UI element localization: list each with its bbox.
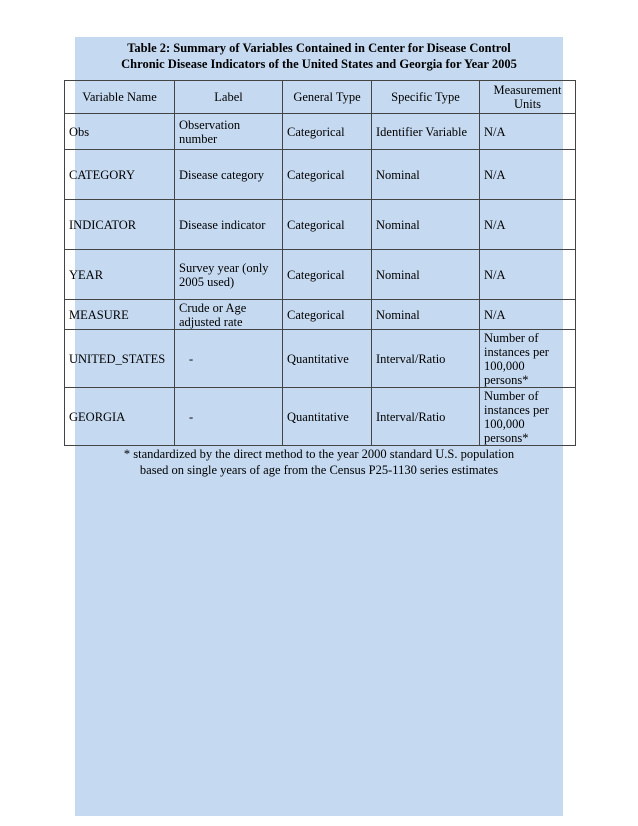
cell-measurement-units: N/A (480, 300, 576, 330)
cell-general-type: Quantitative (283, 330, 372, 388)
table-row (65, 200, 576, 250)
table-row (65, 300, 576, 330)
table-row (65, 114, 576, 150)
header-specific-type: Specific Type (372, 81, 480, 114)
cell-label: Disease category (175, 150, 283, 200)
table-row (65, 150, 576, 200)
cell-specific-type: Interval/Ratio (372, 388, 480, 446)
cell-general-type: Categorical (283, 200, 372, 250)
table-title (75, 40, 563, 72)
cell-label: - (175, 388, 283, 446)
table-header-row (65, 81, 576, 114)
table-row (65, 250, 576, 300)
header-variable-name: Variable Name (65, 81, 175, 114)
cell-label: Disease indicator (175, 200, 283, 250)
cell-variable-name: Obs (65, 114, 175, 150)
cell-variable-name: INDICATOR (65, 200, 175, 250)
table-title-line-2: Chronic Disease Indicators of the United States and Georgia for Year 2005 (121, 57, 517, 71)
cell-general-type: Categorical (283, 150, 372, 200)
cell-variable-name: CATEGORY (65, 150, 175, 200)
cell-label: Survey year (only 2005 used) (175, 250, 283, 300)
cell-measurement-units: N/A (480, 150, 576, 200)
cell-general-type: Quantitative (283, 388, 372, 446)
table-title-line-1: Table 2: Summary of Variables Contained in Center for Disease Control (127, 41, 511, 55)
table-footnote (75, 446, 563, 478)
cell-measurement-units: Number of instances per 100,000 persons* (480, 388, 576, 446)
cell-label: Crude or Age adjusted rate (175, 300, 283, 330)
header-general-type: General Type (283, 81, 372, 114)
cell-general-type: Categorical (283, 114, 372, 150)
variables-table (64, 80, 576, 446)
cell-label: Observation number (175, 114, 283, 150)
cell-general-type: Categorical (283, 300, 372, 330)
header-measurement-units: Measurement Units (480, 81, 576, 114)
cell-specific-type: Nominal (372, 150, 480, 200)
cell-variable-name: YEAR (65, 250, 175, 300)
header-label: Label (175, 81, 283, 114)
cell-measurement-units: Number of instances per 100,000 persons* (480, 330, 576, 388)
footnote-line-2: based on single years of age from the Census P25-1130 series estimates (139, 463, 499, 477)
cell-measurement-units: N/A (480, 114, 576, 150)
cell-measurement-units: N/A (480, 250, 576, 300)
footnote-line-1: * standardized by the direct method to the year 2000 standard U.S. population (123, 447, 515, 461)
cell-variable-name: MEASURE (65, 300, 175, 330)
cell-variable-name: UNITED_STATES (65, 330, 175, 388)
cell-specific-type: Nominal (372, 250, 480, 300)
table-row (65, 330, 576, 388)
cell-specific-type: Identifier Variable (372, 114, 480, 150)
cell-variable-name: GEORGIA (65, 388, 175, 446)
cell-general-type: Categorical (283, 250, 372, 300)
cell-specific-type: Nominal (372, 300, 480, 330)
cell-label: - (175, 330, 283, 388)
cell-specific-type: Nominal (372, 200, 480, 250)
table-row (65, 388, 576, 446)
cell-measurement-units: N/A (480, 200, 576, 250)
cell-specific-type: Interval/Ratio (372, 330, 480, 388)
